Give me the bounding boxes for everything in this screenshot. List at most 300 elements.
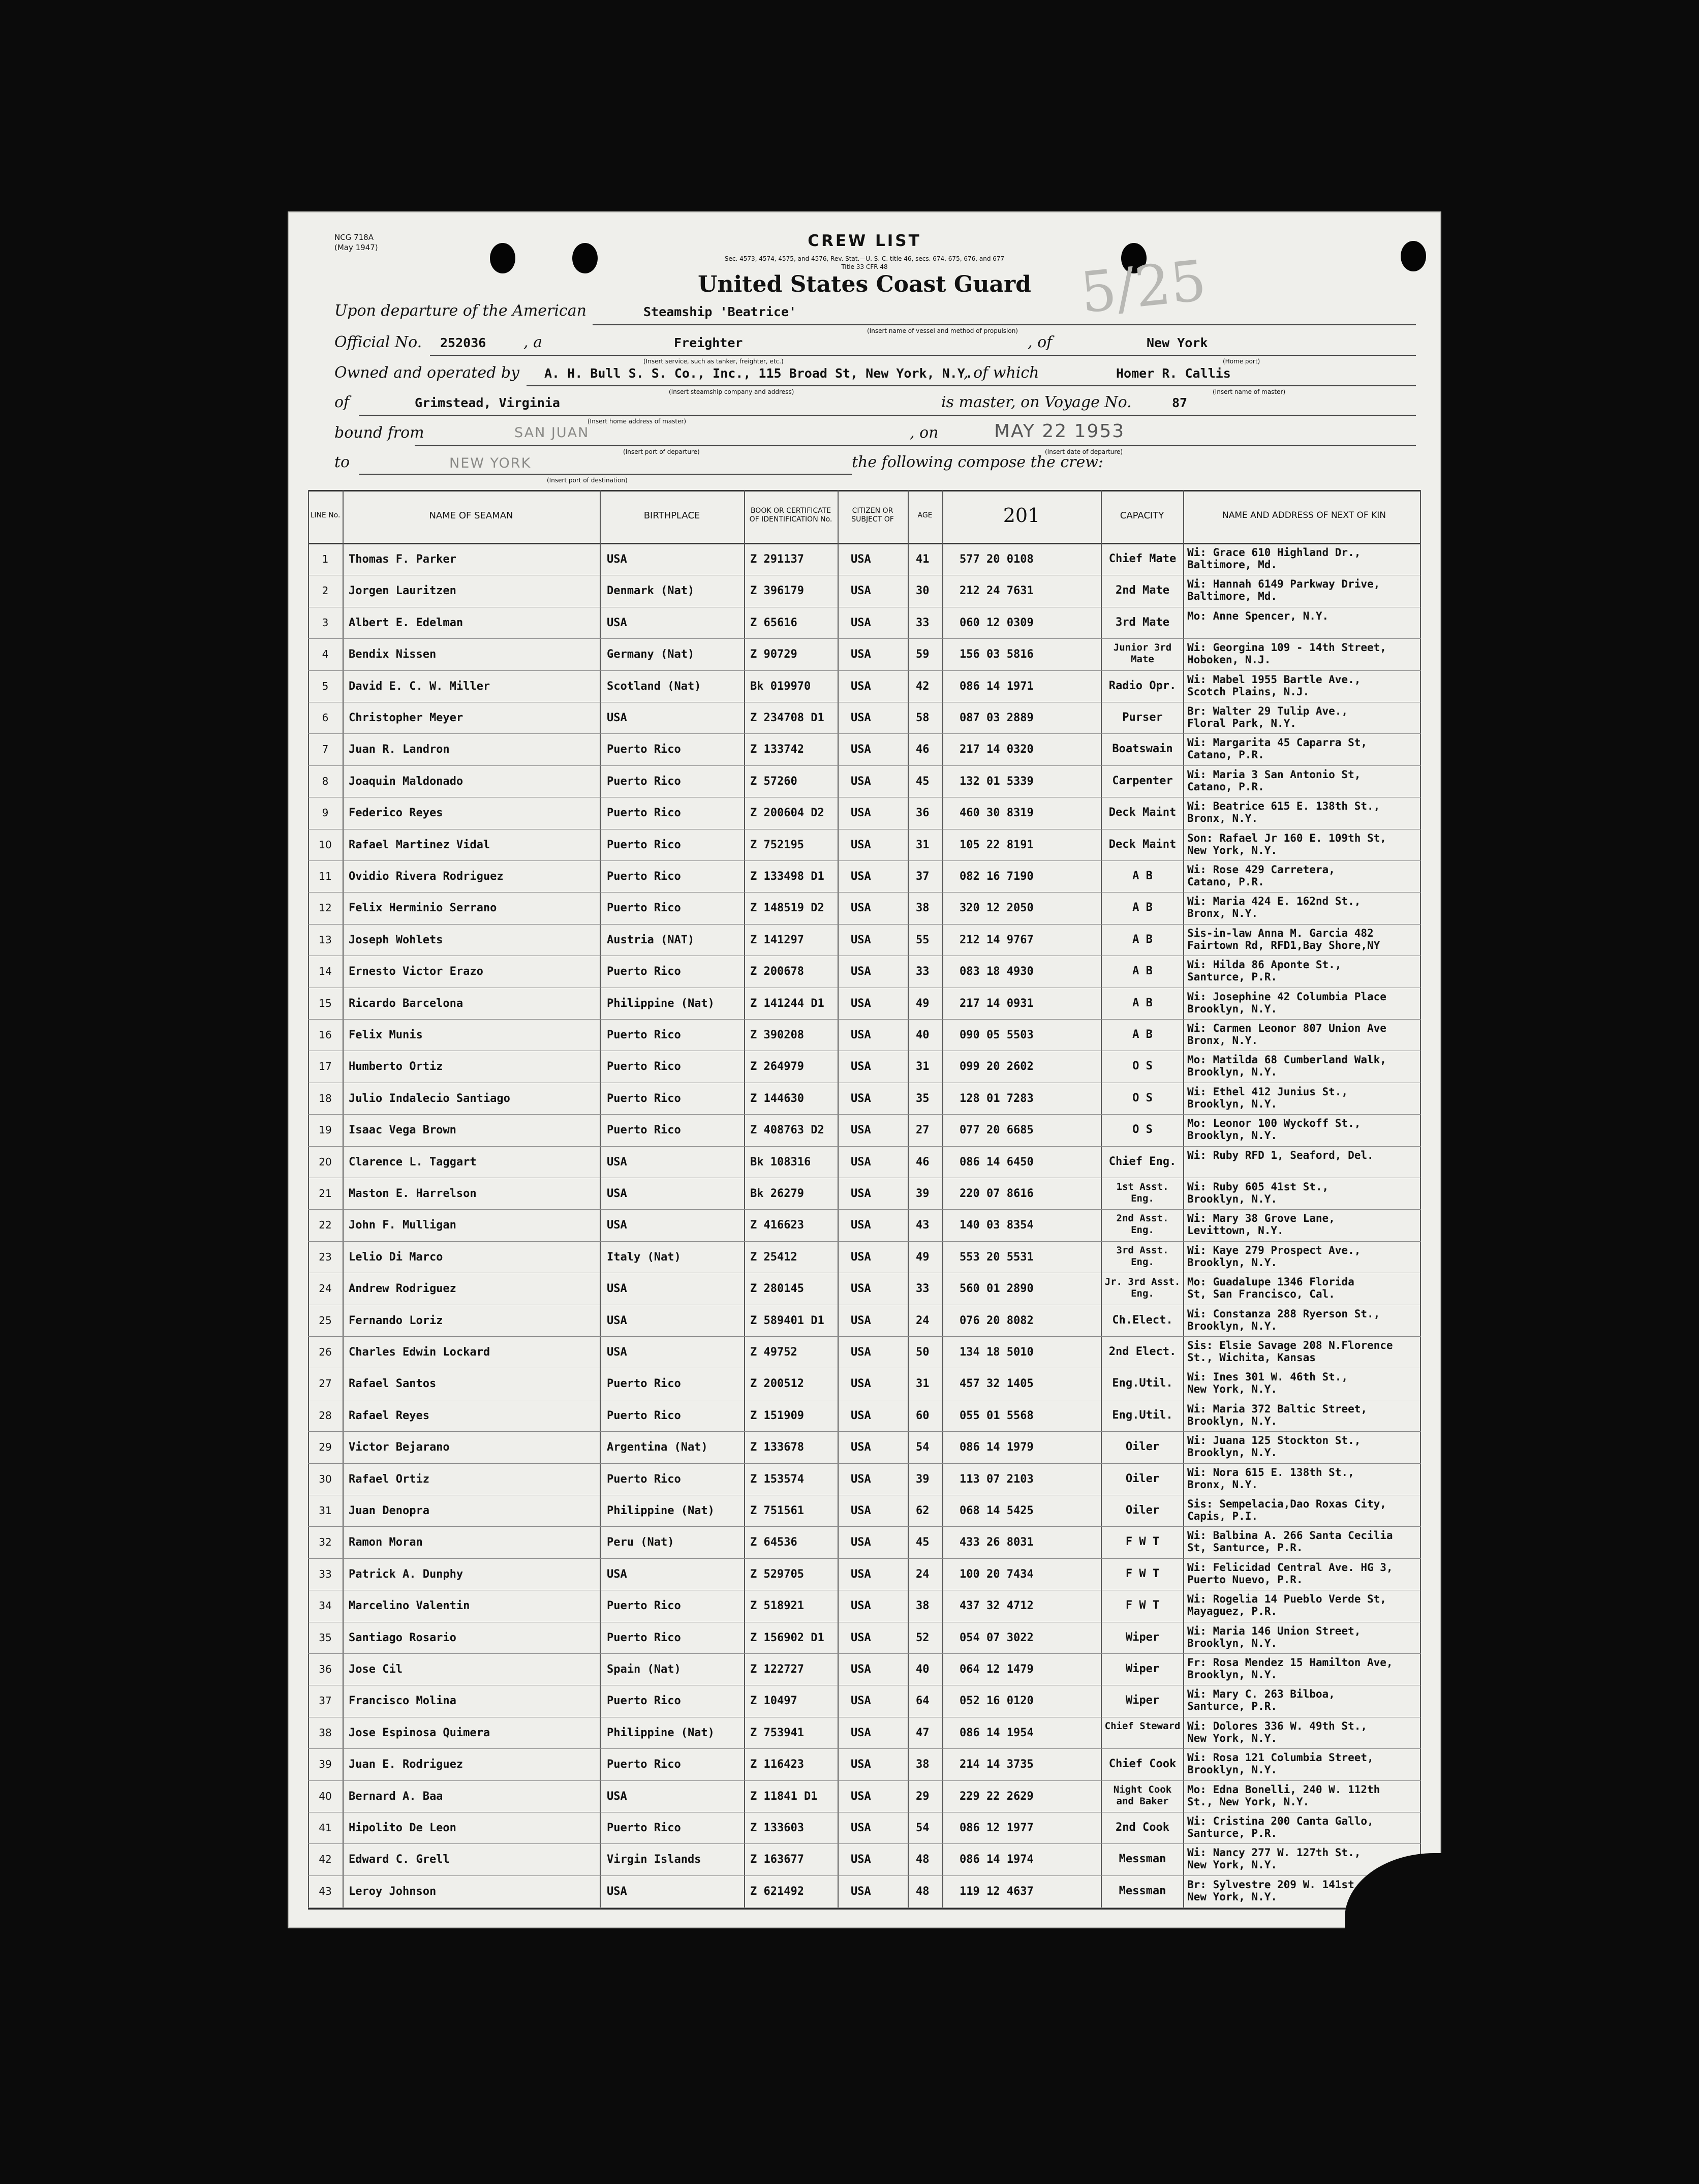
cell-cap: Eng.Util. (1112, 1377, 1173, 1390)
cell-next-of-kin: Wi: Mabel 1955 Bartle Ave., (1187, 673, 1361, 686)
cell-next-of-kin: Sis: Sempelacia,Dao Roxas City, (1187, 1498, 1386, 1510)
cell-next-of-kin: Wi: Nancy 277 W. 127th St., (1187, 1847, 1361, 1859)
cell-num: 082 16 7190 (960, 870, 1034, 883)
cell-cap: Chief Eng. (1108, 1155, 1177, 1168)
cell-name: Jose Cil (349, 1663, 403, 1676)
cell-bk: Z 518921 (750, 1599, 804, 1613)
cell-next-of-kin-address: Catano, P.R. (1187, 749, 1264, 761)
cell-next-of-kin: Wi: Constanza 288 Ryerson St., (1187, 1308, 1380, 1320)
table-row (308, 1083, 1421, 1115)
cell-next-of-kin-address: New York, N.Y. (1187, 1732, 1278, 1744)
cell-num: 086 14 1974 (960, 1853, 1034, 1866)
cell-cz: USA (851, 1409, 871, 1422)
cell-next-of-kin: Wi: Grace 610 Highland Dr., (1187, 547, 1361, 559)
cell-cz: USA (851, 1155, 871, 1168)
cell-num: 087 03 2889 (960, 712, 1034, 724)
cell-num: 083 18 4930 (960, 965, 1034, 978)
cell-ln: 18 (319, 1092, 332, 1104)
cell-num: 113 07 2103 (960, 1472, 1034, 1486)
cell-next-of-kin-address: New York, N.Y. (1187, 844, 1278, 856)
cell-next-of-kin-address: Catano, P.R. (1187, 781, 1264, 793)
cell-name: Bernard A. Baa (349, 1790, 443, 1803)
cell-num: 105 22 8191 (960, 838, 1034, 851)
cell-next-of-kin-address: Santurce, P.R. (1187, 1828, 1278, 1839)
cell-age: 48 (916, 1885, 930, 1898)
cell-next-of-kin-address: New York, N.Y. (1187, 1383, 1278, 1396)
cell-name: Ricardo Barcelona (349, 997, 464, 1010)
cell-cz: USA (851, 1219, 871, 1232)
cell-name: David E. C. W. Miller (349, 680, 490, 693)
cell-next-of-kin: Wi: Dolores 336 W. 49th St., (1187, 1720, 1368, 1732)
date-of-departure: MAY 22 1953 (994, 421, 1125, 442)
table-row (308, 544, 1421, 575)
table-row (308, 988, 1421, 1020)
cell-next-of-kin-address: St., Wichita, Kansas (1187, 1352, 1316, 1364)
cell-next-of-kin: Sis: Elsie Savage 208 N.Florence (1187, 1340, 1393, 1351)
cell-ln: 29 (319, 1441, 332, 1454)
cell-ln: 34 (319, 1599, 332, 1612)
cell-age: 46 (916, 1155, 930, 1168)
cell-next-of-kin-address: Scotch Plains, N.J. (1187, 686, 1310, 698)
table-row (308, 1559, 1421, 1590)
crew-list-document (288, 211, 1441, 1928)
cell-name: Rafael Reyes (349, 1409, 429, 1422)
cell-age: 31 (916, 1060, 930, 1073)
cell-next-of-kin: Wi: Rogelia 14 Pueblo Verde St, (1187, 1593, 1386, 1606)
cell-bk: Z 49752 (750, 1346, 797, 1359)
cell-num: 077 20 6685 (960, 1124, 1034, 1137)
cell-bp: Puerto Rico (607, 743, 681, 756)
cell-cz: USA (851, 1377, 871, 1391)
cell-num: 140 03 8354 (960, 1219, 1034, 1232)
hint-vessel: (Insert name of vessel and method of propulsion) (867, 327, 1018, 334)
cell-num: 560 01 2890 (960, 1282, 1034, 1296)
cell-age: 60 (916, 1409, 930, 1422)
cell-cap: Carpenter (1112, 774, 1173, 787)
cell-ln: 28 (319, 1409, 332, 1422)
cell-num: 100 20 7434 (960, 1567, 1034, 1581)
cell-cap: Wiper (1125, 1631, 1160, 1644)
cell-cap: 2nd Cook (1116, 1821, 1169, 1834)
cell-bp: Puerto Rico (607, 1822, 681, 1834)
cell-next-of-kin-address: New York, N.Y. (1187, 1891, 1278, 1903)
cell-name: Felix Herminio Serrano (349, 902, 497, 915)
cell-next-of-kin-address: Brooklyn, N.Y. (1187, 1764, 1278, 1776)
cell-ln: 10 (319, 838, 332, 851)
table-row (308, 1242, 1421, 1273)
cell-num: 229 22 2629 (960, 1790, 1034, 1803)
cell-num: 086 14 1979 (960, 1441, 1034, 1454)
cell-bk: Bk 019970 (750, 680, 811, 693)
cell-bk: Z 156902 D1 (750, 1631, 824, 1644)
label-is-master: is master, on Voyage No. (941, 393, 1132, 411)
cell-cap: F W T (1125, 1599, 1160, 1612)
port-of-destination: NEW YORK (449, 455, 532, 471)
cell-next-of-kin-address: Puerto Nuevo, P.R. (1187, 1574, 1303, 1586)
official-number: 252036 (440, 335, 486, 350)
table-row (308, 766, 1421, 797)
cell-cap: Chief Mate (1108, 552, 1177, 565)
hint-home-port: (Home port) (1223, 358, 1260, 365)
cell-next-of-kin: Wi: Maria 372 Baltic Street, (1187, 1403, 1368, 1415)
label-of-which: , of which (964, 364, 1039, 382)
cell-next-of-kin: Wi: Nora 615 E. 138th St., (1187, 1466, 1354, 1479)
cell-num: 086 12 1977 (960, 1822, 1034, 1834)
cell-name: Juan E. Rodriguez (349, 1758, 464, 1771)
cell-cz: USA (851, 1346, 871, 1359)
cell-bp: Puerto Rico (607, 1124, 681, 1137)
cell-age: 55 (916, 933, 930, 946)
col-header-capacity: CAPACITY (1120, 510, 1164, 521)
cell-name: Felix Munis (349, 1029, 423, 1041)
cell-bp: USA (607, 1346, 627, 1359)
cell-ln: 43 (319, 1885, 332, 1897)
cell-next-of-kin: Wi: Josephine 42 Columbia Place (1187, 991, 1386, 1003)
cell-next-of-kin: Wi: Balbina A. 266 Santa Cecilia (1187, 1530, 1393, 1542)
cell-bp: Scotland (Nat) (607, 680, 701, 693)
cell-bp: Spain (Nat) (607, 1663, 681, 1676)
cell-name: Francisco Molina (349, 1695, 456, 1708)
cell-num: 320 12 2050 (960, 902, 1034, 915)
cell-cz: USA (851, 1441, 871, 1454)
cell-bp: USA (607, 616, 627, 629)
cell-name: Victor Bejarano (349, 1441, 450, 1454)
table-row (308, 861, 1421, 893)
cell-bk: Z 133498 D1 (750, 870, 824, 883)
cell-next-of-kin-address: Bronx, N.Y. (1187, 1479, 1258, 1491)
table-row (308, 1876, 1421, 1908)
cell-next-of-kin: Wi: Juana 125 Stockton St., (1187, 1435, 1361, 1447)
cell-name: Jorgen Lauritzen (349, 585, 456, 598)
col-header-line-no: LINE No. (310, 511, 341, 519)
table-row (308, 797, 1421, 829)
vessel-service: Freighter (674, 335, 743, 350)
cell-name: Andrew Rodriguez (349, 1282, 456, 1296)
cell-bp: Puerto Rico (607, 1758, 681, 1771)
cell-age: 42 (916, 680, 930, 693)
cell-cap: 3rd Asst. Eng. (1116, 1244, 1169, 1268)
cell-age: 38 (916, 902, 930, 915)
cell-next-of-kin: Wi: Hilda 86 Aponte St., (1187, 959, 1342, 971)
cell-num: 217 14 0931 (960, 997, 1034, 1010)
cell-next-of-kin: Mo: Guadalupe 1346 Florida (1187, 1276, 1354, 1288)
cell-name: Marcelino Valentin (349, 1599, 470, 1613)
cell-bk: Z 25412 (750, 1250, 797, 1264)
cell-bp: Austria (NAT) (607, 933, 695, 946)
cell-next-of-kin-address: Floral Park, N.Y. (1187, 718, 1296, 729)
hint-owner: (Insert steamship company and address) (669, 388, 794, 395)
cell-next-of-kin-address: Bronx, N.Y. (1187, 908, 1258, 920)
cell-num: 060 12 0309 (960, 616, 1034, 629)
table-row (308, 1147, 1421, 1178)
cell-cz: USA (851, 933, 871, 946)
col-header-citizen: CITIZEN OR SUBJECT OF (851, 507, 894, 524)
cell-next-of-kin-address: Brooklyn, N.Y. (1187, 1003, 1278, 1015)
cell-ln: 36 (319, 1663, 332, 1675)
cell-name: Jose Espinosa Quimera (349, 1726, 490, 1739)
cell-bk: Z 416623 (750, 1219, 804, 1232)
label-on: , on (910, 424, 939, 442)
cell-ln: 5 (322, 680, 329, 692)
cell-ln: 37 (319, 1695, 332, 1707)
cell-bp: Puerto Rico (607, 965, 681, 978)
cell-bk: Z 133603 (750, 1822, 804, 1834)
cell-cap: Radio Opr. (1108, 679, 1177, 692)
cell-next-of-kin: Wi: Margarita 45 Caparra St, (1187, 737, 1368, 749)
cell-bp: Puerto Rico (607, 1060, 681, 1073)
cell-bp: USA (607, 553, 627, 566)
cell-ln: 41 (319, 1822, 332, 1834)
cell-bk: Z 291137 (750, 553, 804, 566)
cell-next-of-kin-address: Catano, P.R. (1187, 876, 1264, 888)
cell-name: Rafael Martinez Vidal (349, 838, 490, 851)
cell-age: 52 (916, 1631, 930, 1644)
cell-cz: USA (851, 1472, 871, 1486)
cell-num: 119 12 4637 (960, 1885, 1034, 1898)
cell-num: 457 32 1405 (960, 1377, 1034, 1391)
cell-age: 33 (916, 965, 930, 978)
cell-age: 40 (916, 1029, 930, 1041)
cell-bp: Puerto Rico (607, 1092, 681, 1105)
table-row (308, 1495, 1421, 1527)
hint-master: (Insert name of master) (1213, 388, 1286, 395)
label-bound-from: bound from (334, 424, 424, 442)
table-row (308, 1685, 1421, 1717)
cell-next-of-kin-address: Brooklyn, N.Y. (1187, 1130, 1278, 1142)
cell-bk: Z 529705 (750, 1567, 804, 1581)
cell-ln: 38 (319, 1726, 332, 1739)
underline (359, 474, 852, 475)
cell-cz: USA (851, 1599, 871, 1613)
cell-cap: 2nd Asst. Eng. (1116, 1213, 1169, 1236)
cell-bp: USA (607, 1219, 627, 1232)
cell-cap: A B (1132, 965, 1153, 978)
cell-age: 43 (916, 1219, 930, 1232)
cell-name: Lelio Di Marco (349, 1250, 443, 1264)
table-row (308, 1464, 1421, 1495)
cell-next-of-kin: Wi: Ethel 412 Junius St., (1187, 1086, 1348, 1098)
cell-ln: 6 (322, 712, 329, 724)
voyage-number: 87 (1172, 395, 1188, 410)
cell-num: 220 07 8616 (960, 1187, 1034, 1200)
cell-bp: Puerto Rico (607, 1409, 681, 1422)
cell-next-of-kin-address: Santurce, P.R. (1187, 971, 1278, 983)
cell-age: 37 (916, 870, 930, 883)
cell-name: John F. Mulligan (349, 1219, 456, 1232)
crew-table (308, 490, 1421, 1908)
cell-name: Hipolito De Leon (349, 1822, 456, 1834)
cell-cz: USA (851, 1187, 871, 1200)
cell-bp: Puerto Rico (607, 1472, 681, 1486)
cell-cz: USA (851, 616, 871, 629)
cell-age: 41 (916, 553, 930, 566)
cell-next-of-kin: Wi: Rose 429 Carretera, (1187, 864, 1335, 876)
cell-next-of-kin: Mo: Anne Spencer, N.Y. (1187, 610, 1329, 622)
cell-num: 433 26 8031 (960, 1536, 1034, 1549)
cell-name: Ernesto Victor Erazo (349, 965, 483, 978)
table-row (308, 1400, 1421, 1432)
table-row (308, 1844, 1421, 1875)
cell-cap: Messman (1119, 1853, 1166, 1866)
cell-bp: Puerto Rico (607, 1599, 681, 1613)
cell-age: 31 (916, 1377, 930, 1391)
form-title: CREW LIST (808, 232, 921, 250)
table-row (308, 1812, 1421, 1844)
cell-next-of-kin: Wi: Mary C. 263 Bilboa, (1187, 1688, 1335, 1701)
cell-next-of-kin: Br: Walter 29 Tulip Ave., (1187, 705, 1348, 717)
cell-name: Clarence L. Taggart (349, 1155, 477, 1168)
cell-ln: 16 (319, 1029, 332, 1041)
cell-bk: Z 753941 (750, 1726, 804, 1739)
cell-age: 39 (916, 1472, 930, 1486)
pencil-note: 5/25 (1077, 248, 1210, 326)
port-of-departure: SAN JUAN (514, 425, 590, 441)
table-row (308, 1654, 1421, 1685)
cell-cz: USA (851, 1822, 871, 1834)
cell-cap: F W T (1125, 1535, 1160, 1549)
cell-cap: Chief Steward (1104, 1720, 1181, 1732)
cell-bp: USA (607, 1567, 627, 1581)
table-row (308, 702, 1421, 734)
cell-name: Bendix Nissen (349, 648, 437, 661)
cell-cz: USA (851, 553, 871, 566)
cell-cap: O S (1132, 1060, 1153, 1073)
table-row (308, 1749, 1421, 1780)
cell-num: 054 07 3022 (960, 1631, 1034, 1644)
cell-bp: Puerto Rico (607, 838, 681, 851)
cell-age: 49 (916, 1250, 930, 1264)
table-row (308, 671, 1421, 702)
cell-cap: O S (1132, 1091, 1153, 1104)
cell-name: Albert E. Edelman (349, 616, 464, 629)
cell-next-of-kin: Wi: Beatrice 615 E. 138th St., (1187, 801, 1380, 813)
cell-name: Federico Reyes (349, 807, 443, 820)
cell-num: 068 14 5425 (960, 1504, 1034, 1517)
underline (415, 445, 1416, 446)
cell-bp: Philippine (Nat) (607, 1726, 715, 1739)
cell-bk: Z 280145 (750, 1282, 804, 1296)
cell-cap: 1st Asst. Eng. (1116, 1181, 1169, 1204)
cell-age: 58 (916, 712, 930, 724)
cell-name: Juan R. Landron (349, 743, 450, 756)
cell-age: 35 (916, 1092, 930, 1105)
cell-name: Leroy Johnson (349, 1885, 437, 1898)
cell-name: Charles Edwin Lockard (349, 1346, 490, 1359)
cell-name: Thomas F. Parker (349, 553, 456, 566)
table-row (308, 1337, 1421, 1368)
cell-ln: 21 (319, 1187, 332, 1199)
cell-name: Joseph Wohlets (349, 933, 443, 946)
cell-age: 27 (916, 1124, 930, 1137)
cell-bk: Bk 26279 (750, 1187, 804, 1200)
cell-bp: Puerto Rico (607, 902, 681, 915)
cell-num: 076 20 8082 (960, 1314, 1034, 1327)
cell-cap: Deck Maint (1108, 838, 1177, 851)
col-header-next-of-kin: NAME AND ADDRESS OF NEXT OF KIN (1222, 510, 1386, 520)
label-a: , a (523, 333, 542, 351)
cell-cz: USA (851, 1885, 871, 1898)
cell-ln: 32 (319, 1536, 332, 1549)
cell-bk: Z 151909 (750, 1409, 804, 1422)
cell-name: Rafael Santos (349, 1377, 437, 1391)
cell-cz: USA (851, 648, 871, 661)
cell-next-of-kin-address: Baltimore, Md. (1187, 591, 1278, 603)
cell-cz: USA (851, 1314, 871, 1327)
cell-num: 437 32 4712 (960, 1599, 1034, 1613)
cell-cap: A B (1132, 870, 1153, 882)
cell-cz: USA (851, 1060, 871, 1073)
cell-ln: 14 (319, 965, 332, 978)
cell-ln: 33 (319, 1567, 332, 1580)
cell-next-of-kin-address: Brooklyn, N.Y. (1187, 1066, 1278, 1079)
cell-cz: USA (851, 965, 871, 978)
cell-next-of-kin-address: Brooklyn, N.Y. (1187, 1415, 1278, 1427)
cell-age: 33 (916, 616, 930, 629)
master-name: Homer R. Callis (1116, 366, 1231, 381)
cell-ln: 15 (319, 997, 332, 1009)
cell-name: Humberto Ortiz (349, 1060, 443, 1073)
cell-ln: 17 (319, 1060, 332, 1073)
cell-num: 052 16 0120 (960, 1695, 1034, 1708)
cell-num: 212 14 9767 (960, 933, 1034, 946)
table-row (308, 1178, 1421, 1210)
vessel-name: Steamship 'Beatrice' (643, 304, 797, 319)
cell-bp: Puerto Rico (607, 807, 681, 820)
cell-bp: USA (607, 1282, 627, 1296)
cell-bk: Z 133678 (750, 1441, 804, 1454)
cell-bk: Z 234708 D1 (750, 712, 824, 724)
cell-age: 39 (916, 1187, 930, 1200)
cell-next-of-kin-address: Brooklyn, N.Y. (1187, 1669, 1278, 1681)
cell-name: Christopher Meyer (349, 712, 464, 724)
cell-ln: 22 (319, 1219, 332, 1232)
cell-name: Ramon Moran (349, 1536, 423, 1549)
cell-ln: 1 (322, 553, 329, 565)
cell-next-of-kin: Sis-in-law Anna M. Garcia 482 (1187, 927, 1374, 939)
cell-bp: Virgin Islands (607, 1853, 701, 1866)
cell-next-of-kin: Mo: Matilda 68 Cumberland Walk, (1187, 1054, 1386, 1066)
cell-num: 577 20 0108 (960, 553, 1034, 566)
cell-ln: 2 (322, 585, 329, 597)
cell-next-of-kin: Wi: Ruby RFD 1, Seaford, Del. (1187, 1149, 1374, 1161)
table-row (308, 1432, 1421, 1463)
cell-bk: Z 264979 (750, 1060, 804, 1073)
cell-ln: 40 (319, 1790, 332, 1802)
table-row (308, 1717, 1421, 1749)
cell-next-of-kin-address: Brooklyn, N.Y. (1187, 1098, 1278, 1110)
cell-cz: USA (851, 775, 871, 788)
cell-num: 212 24 7631 (960, 585, 1034, 598)
cell-ln: 3 (322, 616, 329, 629)
table-row (308, 734, 1421, 765)
cell-ln: 23 (319, 1250, 332, 1263)
cell-next-of-kin: Wi: Mary 38 Grove Lane, (1187, 1213, 1335, 1225)
table-row (308, 1115, 1421, 1146)
cell-ln: 39 (319, 1758, 332, 1771)
cell-num: 055 01 5568 (960, 1409, 1034, 1422)
cell-cap: Chief Cook (1108, 1758, 1177, 1771)
hint-port-departure: (Insert port of departure) (623, 448, 700, 455)
cell-ln: 26 (319, 1346, 332, 1358)
cell-cap: Oiler (1125, 1504, 1160, 1517)
label-owned: Owned and operated by (334, 364, 519, 382)
cell-name: Juan Denopra (349, 1504, 429, 1517)
cell-cz: USA (851, 680, 871, 693)
cell-ln: 4 (322, 648, 329, 661)
cell-next-of-kin: Wi: Kaye 279 Prospect Ave., (1187, 1244, 1361, 1256)
cell-cz: USA (851, 1092, 871, 1105)
cell-bp: Puerto Rico (607, 1377, 681, 1391)
